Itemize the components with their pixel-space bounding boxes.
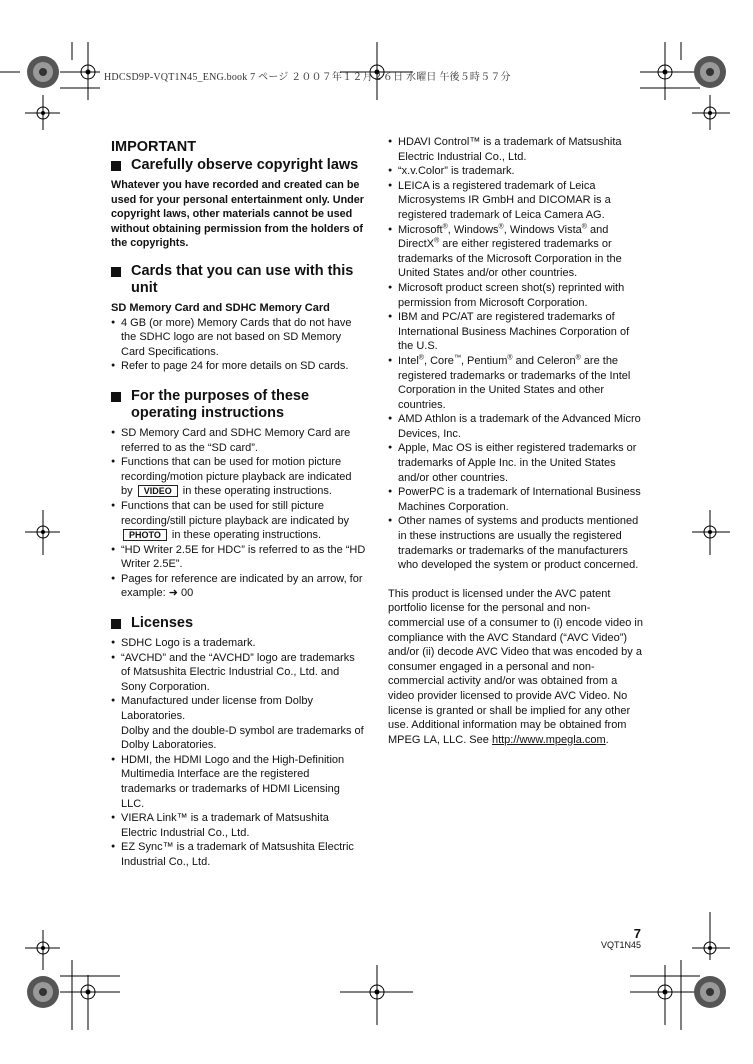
list-item: ● Microsoft product screen shot(s) reprinted with permission from Microsoft Corporation. (388, 281, 643, 310)
mpegla-link[interactable]: http://www.mpegla.com (491, 733, 606, 746)
copyright-text: Whatever you have recorded and created can be used for your personal entertainment only. Under copyright laws, other materials cannot be used without obtaining permission from the holders of the copyrights. (111, 179, 364, 250)
page-number: 7 (633, 926, 641, 941)
licenses-list (111, 636, 366, 870)
purposes-list (111, 426, 366, 601)
list-item: ● EZ Sync™ is a trademark of Matsushita Electric Industrial Co., Ltd. (111, 840, 366, 869)
cards-heading: Cards that you can use with this unit (111, 263, 366, 297)
list-item: ● 4 GB (or more) Memory Cards that do not have the SDHC logo are not based on SD Memory Card Specifications. (111, 316, 366, 360)
purposes-heading: For the purposes of these operating instructions (111, 388, 366, 422)
list-item: ● Other names of systems and products mentioned in these instructions are usually the registered trademarks or trademarks of the manufacturers who developed the system or product concerned. (388, 514, 643, 572)
list-item: ● Manufactured under license from Dolby Laboratories. Dolby and the double-D symbol are trademarks of Dolby Laboratories. (111, 694, 366, 752)
list-item: ● SD Memory Card and SDHC Memory Card are referred to as the “SD card”. (111, 426, 366, 455)
list-item: ● AMD Athlon is a trademark of the Advanced Micro Devices, Inc. (388, 412, 643, 441)
list-item: ● VIERA Link™ is a trademark of Matsushita Electric Industrial Co., Ltd. (111, 811, 366, 840)
list-item: ● HDMI, the HDMI Logo and the High-Definition Multimedia Interface are the registered trademarks or trademarks of HDMI Licensing LLC. (111, 753, 366, 811)
cards-list (111, 316, 366, 374)
list-item: ● SDHC Logo is a trademark. (111, 636, 366, 651)
document-code: VQT1N45 (600, 940, 641, 950)
cards-subheading: SD Memory Card and SDHC Memory Card (111, 301, 330, 314)
photo-tag: PHOTO (123, 529, 167, 541)
list-item: ● Microsoft®, Windows®, Windows Vista® and DirectX® are either registered trademarks or trademarks of the Microsoft Corporation in the United States and/or other countries. (388, 223, 643, 281)
book-slug: HDCSD9P-VQT1N45_ENG.book 7 ページ ２００７年１２月２６日 水曜日 午後５時５７分 (104, 72, 511, 83)
list-item: ● LEICA is a registered trademark of Leica Microsystems IR GmbH and DICOMAR is a registered trademark of Leica Camera AG. (388, 179, 643, 223)
list-item: ● IBM and PC/AT are registered trademarks of International Business Machines Corporation of the U.S. (388, 310, 643, 354)
list-item: ● “HD Writer 2.5E for HDC” is referred to as the “HD Writer 2.5E”. (111, 543, 366, 572)
avc-license-text: This product is licensed under the AVC patent portfolio license for the personal and non-commercial use of a consumer to (i) encode video in compliance with the AVC Standard (“AVC Video”) and/or (ii) decode AVC Video that was encoded by a consumer engaged in a personal and non-commercial activity and/or was obtained from a video provider licensed to provide AVC Video. No license is granted or shall be implied for any other use. Additional information may be obtained from MPEG LA, LLC. See http://www.mpegla.com. (388, 587, 643, 746)
trademark-list (388, 135, 643, 573)
important-heading: IMPORTANT (111, 139, 197, 155)
video-tag: VIDEO (138, 485, 178, 497)
list-item: ● HDAVI Control™ is a trademark of Matsushita Electric Industrial Co., Ltd. (388, 135, 643, 164)
list-item: ● “AVCHD” and the “AVCHD” logo are trademarks of Matsushita Electric Industrial Co., Ltd. and Sony Corporation. (111, 651, 366, 695)
list-item: ● Functions that can be used for motion picture recording/motion picture playback are indicated by VIDEO in these operating instructions. (111, 455, 366, 499)
list-item: ● Pages for reference are indicated by an arrow, for example: ➜ 00 (111, 572, 366, 601)
list-item: ● Functions that can be used for still picture recording/still picture playback are indicated by PHOTO in these operating instructions. (111, 499, 366, 543)
list-item: ● Intel®, Core™, Pentium® and Celeron® are the registered trademarks or trademarks of the Intel Corporation in the United States and other countries. (388, 354, 643, 412)
copyright-heading: Carefully observe copyright laws (111, 157, 366, 174)
licenses-heading: Licenses (111, 615, 366, 632)
list-item: ● “x.v.Color” is trademark. (388, 164, 643, 179)
list-item: ● Refer to page 24 for more details on SD cards. (111, 359, 366, 374)
list-item: ● Apple, Mac OS is either registered trademarks or trademarks of Apple Inc. in the United States and/or other countries. (388, 441, 643, 485)
right-column (388, 135, 643, 747)
list-item: ● PowerPC is a trademark of International Business Machines Corporation. (388, 485, 643, 514)
left-column (111, 139, 366, 870)
